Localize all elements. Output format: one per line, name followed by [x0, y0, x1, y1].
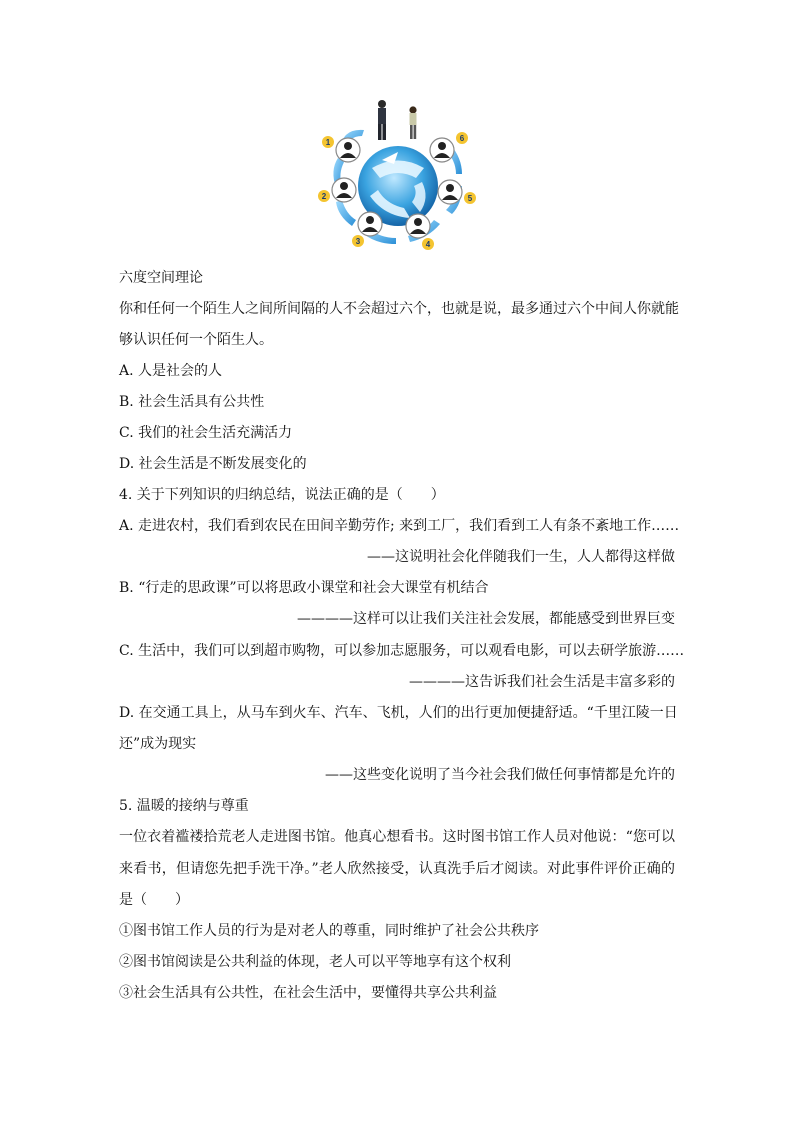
badge-5: 5 — [467, 194, 473, 203]
question-4-title: 4. 关于下列知识的归纳总结，说法正确的是（ ） — [119, 487, 445, 503]
section-title: 六度空间理论 — [119, 270, 203, 286]
six-degrees-illustration — [312, 98, 484, 258]
badge-3: 3 — [355, 237, 361, 246]
option-c-comment: ————这告诉我们社会生活是丰富多彩的 — [409, 674, 675, 690]
woman-figure-icon — [409, 106, 416, 139]
statement-3: ③社会生活具有公共性，在社会生活中，要懂得共享公共利益 — [119, 985, 497, 1001]
option-d-cont: 还”成为现实 — [119, 736, 197, 752]
paragraph-line: 是（ ） — [119, 892, 189, 908]
option-d: D. 社会生活是不断发展变化的 — [119, 456, 307, 472]
paragraph-line: 一位衣着褴褛拾荒老人走进图书馆。他真心想看书。这时图书馆工作人员对他说：“您可以 — [119, 829, 675, 845]
paragraph-line: 够认识任何一个陌生人。 — [119, 332, 273, 348]
option-d: D. 在交通工具上，从马车到火车、汽车、飞机，人们的出行更加便捷舒适。“千里江陵一日 — [119, 705, 678, 721]
option-b: B. 社会生活具有公共性 — [119, 394, 265, 410]
statement-2: ②图书馆阅读是公共利益的体现，老人可以平等地享有这个权利 — [119, 954, 511, 970]
avatar-3-icon — [358, 212, 382, 236]
statement-1: ①图书馆工作人员的行为是对老人的尊重，同时维护了社会公共秩序 — [119, 923, 539, 939]
option-a: A. 人是社会的人 — [119, 363, 223, 379]
option-c: C. 我们的社会生活充满活力 — [119, 425, 293, 441]
question-5-title: 5. 温暖的接纳与尊重 — [119, 798, 249, 814]
option-b-comment: ————这样可以让我们关注社会发展，都能感受到世界巨变 — [297, 611, 675, 627]
avatar-1-icon — [336, 138, 360, 162]
man-figure-icon — [378, 100, 386, 140]
avatar-6-icon — [430, 138, 454, 162]
avatar-4-icon — [406, 214, 430, 238]
badge-4: 4 — [425, 240, 431, 249]
option-d-comment: ——这些变化说明了当今社会我们做任何事情都是允许的 — [325, 767, 675, 783]
badge-1: 1 — [325, 138, 331, 147]
paragraph-line: 你和任何一个陌生人之间所间隔的人不会超过六个，也就是说，最多通过六个中间人你就能 — [119, 301, 679, 317]
option-b: B. “行走的思政课”可以将思政小课堂和社会大课堂有机结合 — [119, 580, 489, 596]
option-c: C. 生活中，我们可以到超市购物，可以参加志愿服务，可以观看电影，可以去研学旅游…… — [119, 643, 685, 659]
paragraph-line: 来看书，但请您先把手洗干净。”老人欣然接受，认真洗手后才阅读。对此事件评价正确的 — [119, 861, 675, 877]
avatar-5-icon — [438, 180, 462, 204]
avatar-2-icon — [332, 178, 356, 202]
badge-6: 6 — [459, 134, 465, 143]
option-a: A. 走进农村，我们看到农民在田间辛勤劳作; 来到工厂，我们看到工人有条不紊地工作…… — [119, 518, 680, 534]
option-a-comment: ——这说明社会化伴随我们一生，人人都得这样做 — [367, 549, 675, 565]
badge-2: 2 — [321, 192, 327, 201]
